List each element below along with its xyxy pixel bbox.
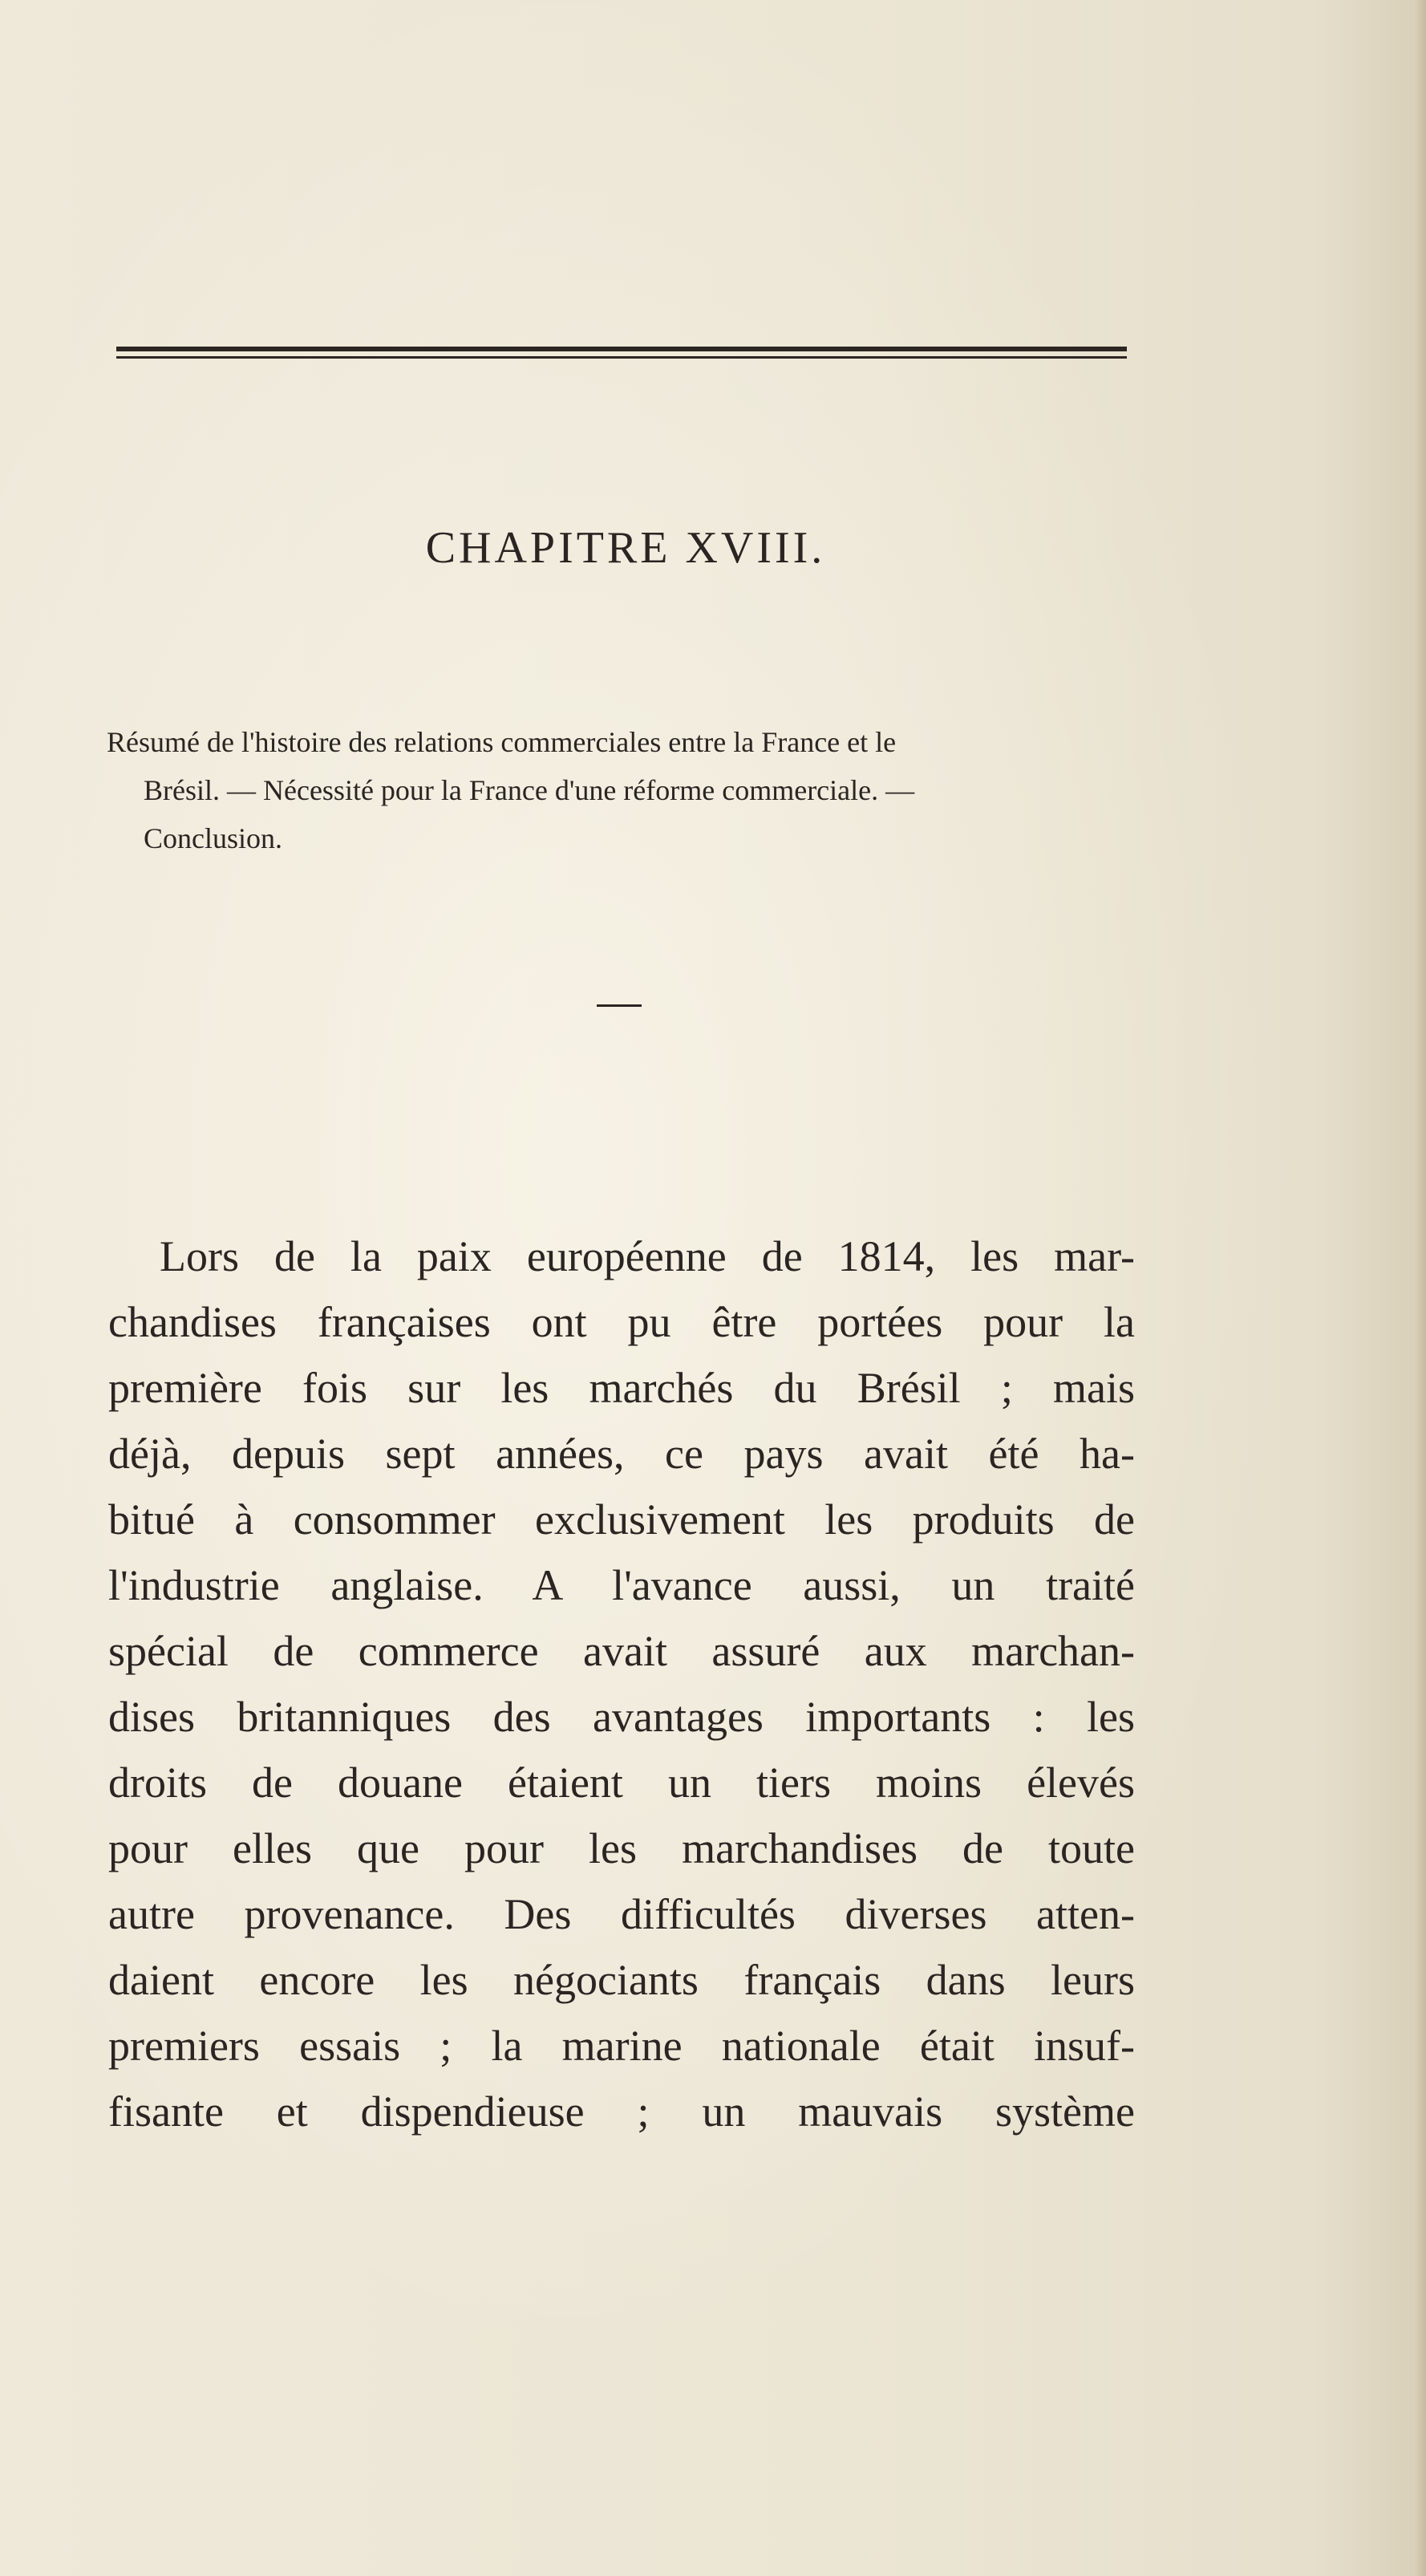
body-line: l'industrie anglaise. A l'avance aussi, un traité <box>108 1561 1135 1609</box>
header-rule-thin <box>116 356 1127 359</box>
body-line: pour elles que pour les marchandises de toute <box>108 1824 1135 1872</box>
body-line: autre provenance. Des difficultés diverses atten- <box>108 1890 1135 1938</box>
page-edge <box>1415 0 1426 2576</box>
body-line: fisante et dispendieuse ; un mauvais système <box>108 2087 1135 2136</box>
summary-line: Conclusion. <box>144 822 283 854</box>
body-line: droits de douane étaient un tiers moins élevés <box>108 1759 1135 1807</box>
body-paragraph <box>108 1223 1135 2144</box>
body-line: daient encore les négociants français dans leurs <box>108 1956 1135 2004</box>
chapter-summary <box>107 718 1133 862</box>
body-line: premiers essais ; la marine nationale était insuf- <box>108 2022 1135 2070</box>
body-line: première fois sur les marchés du Brésil ; mais <box>108 1364 1135 1412</box>
body-line: bitué à consommer exclusivement les produits de <box>108 1495 1135 1544</box>
header-rule-thick <box>116 347 1127 351</box>
body-line: spécial de commerce avait assuré aux marchan- <box>108 1627 1135 1675</box>
body-line: Lors de la paix européenne de 1814, les mar- <box>160 1232 1135 1280</box>
summary-line: Résumé de l'histoire des relations commerciales entre la France et le <box>107 726 897 758</box>
summary-line: Brésil. — Nécessité pour la France d'une réforme commerciale. — <box>144 774 915 806</box>
chapter-title: CHAPITRE XVIII. <box>425 523 826 573</box>
body-line: déjà, depuis sept années, ce pays avait été ha- <box>108 1430 1135 1478</box>
body-line: chandises françaises ont pu être portées pour la <box>108 1298 1135 1346</box>
section-separator <box>597 1004 642 1007</box>
body-line: dises britanniques des avantages importants : les <box>108 1693 1135 1741</box>
